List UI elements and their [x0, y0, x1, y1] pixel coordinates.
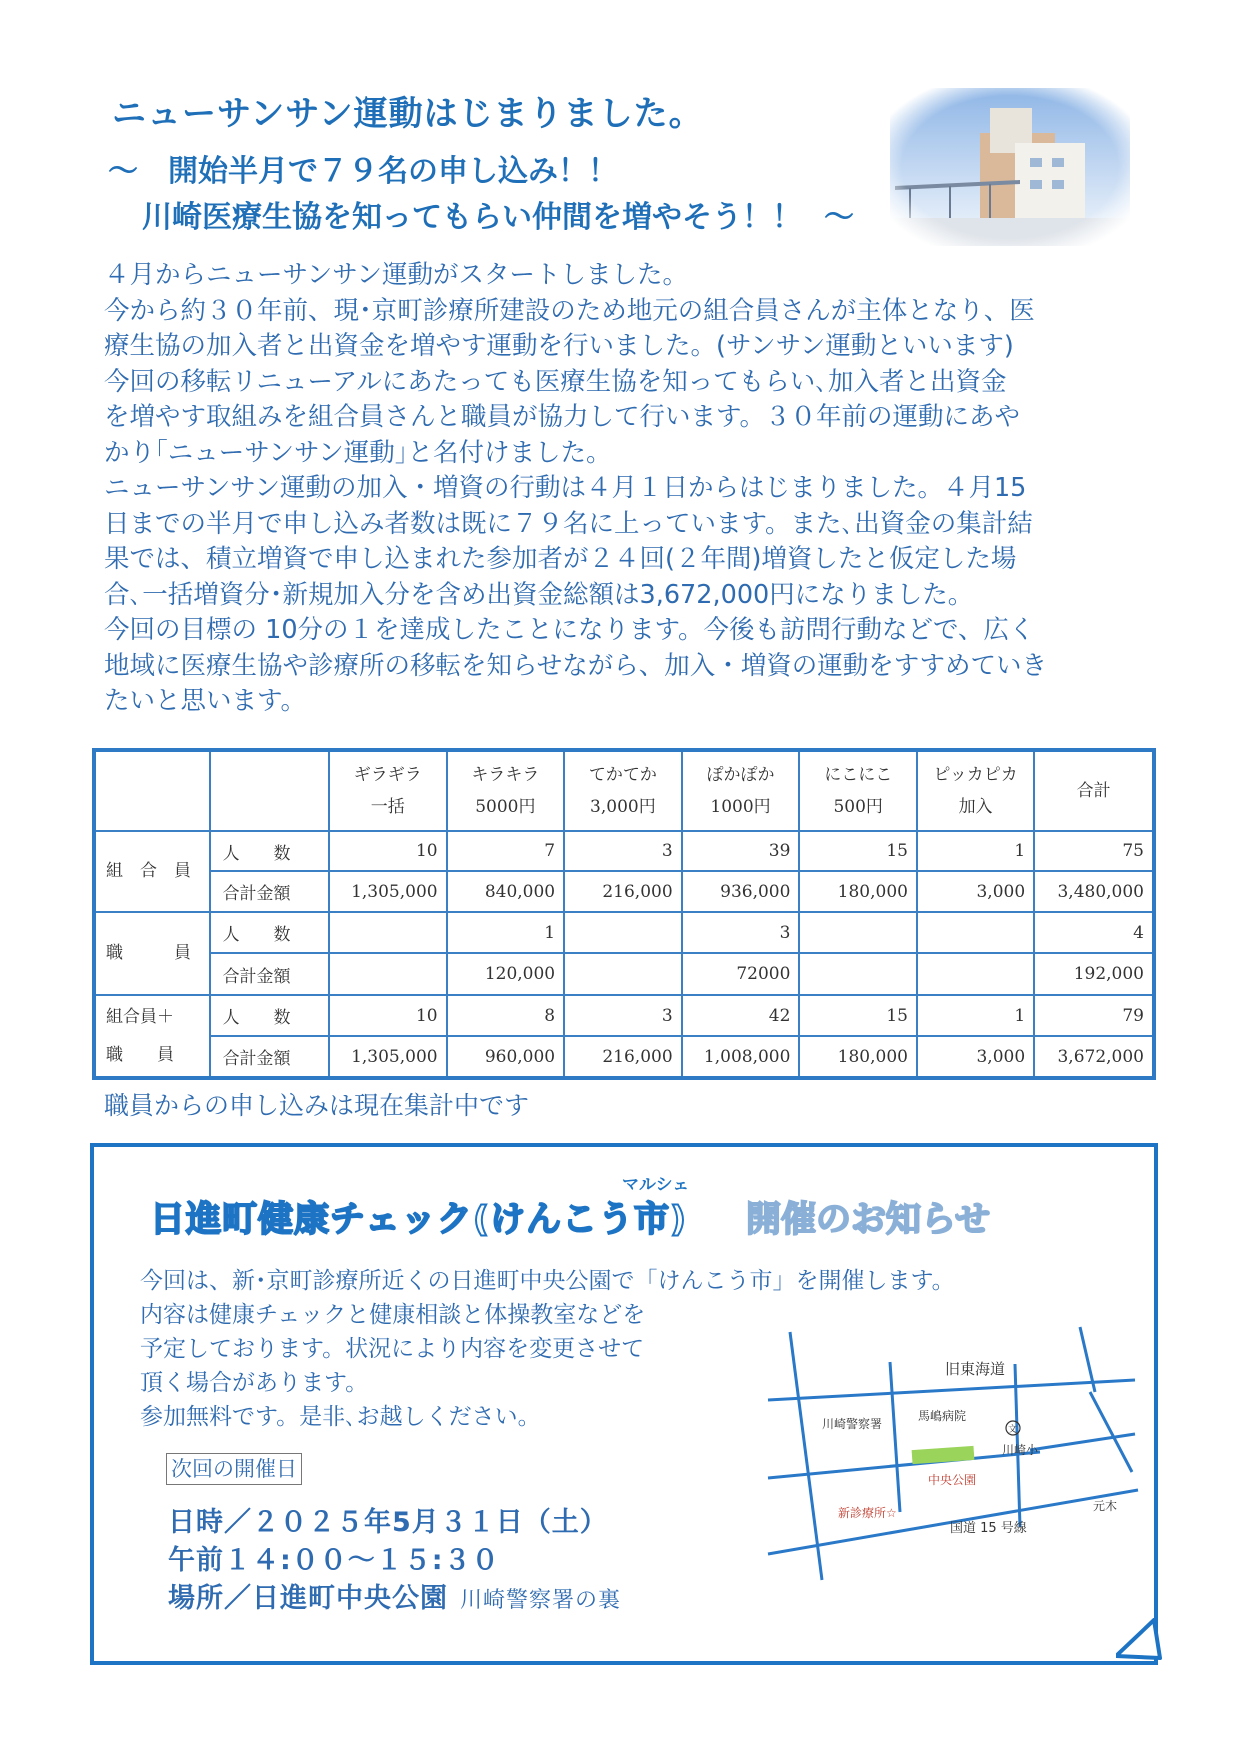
event-text-line: 今回は、新･京町診療所近くの日進町中央公園で「けんこう市」を開催します。 — [140, 1268, 955, 1294]
table-cell — [799, 953, 917, 995]
table-cell — [917, 953, 1034, 995]
table-cell: 4 — [1034, 912, 1154, 954]
event-date: 日時／２０２５年5月３１日（土） — [168, 1507, 608, 1538]
map-label-road: 旧東海道 — [945, 1360, 1006, 1378]
col-header: キラキラ 5000円 — [447, 750, 565, 831]
event-text-line: 頂く場合があります。 — [140, 1370, 369, 1396]
table-row — [94, 1036, 1154, 1078]
paragraph-line: を増やす取組みを組合員さんと職員が協力して行います。３０年前の運動にあや — [104, 402, 1020, 432]
table-cell: 1 — [917, 831, 1034, 871]
event-place: 場所／日進町中央公園 川崎警察署の裏 — [168, 1583, 622, 1614]
table-cell: 3 — [564, 831, 682, 871]
paragraph-line: 療生協の加入者と出資金を増やす運動を行いました。(サンサン運動といいます) — [104, 331, 1014, 361]
article-title: ニューサンサン運動はじまりました。 — [112, 94, 704, 134]
map-label-route: 国道 15 号線 — [950, 1521, 1027, 1536]
table-cell: 3 — [682, 912, 800, 954]
event-text-line: 内容は健康チェックと健康相談と体操教室などを — [140, 1302, 646, 1328]
table-cell: 1 — [917, 995, 1034, 1037]
row-label: 合計金額 — [210, 871, 329, 911]
event-title-ruby: マルシェ — [622, 1175, 690, 1195]
table-cell: 1,305,000 — [329, 1036, 447, 1078]
map-label-park: 中央公園 — [928, 1473, 977, 1487]
table-row — [94, 912, 1154, 954]
table-cell: 79 — [1034, 995, 1154, 1037]
group-label: 組合員＋ 職 員 — [94, 995, 210, 1078]
table-row — [94, 995, 1154, 1037]
next-event-label: 次回の開催日 — [166, 1453, 302, 1485]
access-map — [760, 1322, 1140, 1612]
paragraph-line: たいと思います。 — [104, 686, 306, 716]
table-cell: 39 — [682, 831, 800, 871]
article-subtitle-1: ～ 開始半月で７９名の申し込み！！ — [108, 154, 618, 189]
table-cell — [799, 912, 917, 954]
event-text-line: 参加無料です。是非､お越しください。 — [140, 1404, 541, 1430]
table-cell: 3,000 — [917, 1036, 1034, 1078]
table-cell: 180,000 — [799, 1036, 917, 1078]
event-place-note: 川崎警察署の裏 — [460, 1588, 622, 1613]
table-note: 職員からの申し込みは現在集計中です — [104, 1091, 530, 1120]
table-header-row — [94, 750, 1154, 831]
table-cell: 192,000 — [1034, 953, 1154, 995]
col-header: ぽかぽか 1000円 — [682, 750, 800, 831]
table-cell: 960,000 — [447, 1036, 565, 1078]
col-header: ギラギラ 一括 — [329, 750, 447, 831]
table-row — [94, 953, 1154, 995]
map-label-motoki: 元木 — [1093, 1499, 1118, 1513]
table-cell: 180,000 — [799, 871, 917, 911]
paragraph-line: かり｢ニューサンサン運動｣と名付けました。 — [104, 437, 612, 468]
article-body — [104, 258, 1164, 720]
table-cell: 216,000 — [564, 1036, 682, 1078]
map-label-police: 川崎警察署 — [822, 1417, 883, 1431]
col-header: にこにこ 500円 — [799, 750, 917, 831]
row-label: 人 数 — [210, 831, 329, 871]
row-label: 合計金額 — [210, 953, 329, 995]
table-cell — [329, 912, 447, 954]
table-cell — [564, 912, 682, 954]
map-label-school: 川崎小 — [1002, 1443, 1039, 1457]
col-header: てかてか 3,000円 — [564, 750, 682, 831]
event-title: 日進町健康チェック(けんこう市) — [150, 1200, 687, 1240]
table-cell: 1 — [447, 912, 565, 954]
paragraph-line: 地域に医療生協や診療所の移転を知らせながら、加入・増資の運動をすすめていき — [104, 650, 1047, 681]
table-cell: 120,000 — [447, 953, 565, 995]
table-cell: 1,305,000 — [329, 871, 447, 911]
paragraph-line: 合､一括増資分･新規加入分を含め出資金総額は3,672,000円になりました。 — [104, 579, 974, 610]
article-subtitle-2: 川崎医療生協を知ってもらい仲間を増やそう！！ ～ — [142, 200, 854, 235]
park-shape — [912, 1446, 975, 1464]
subscription-table — [92, 748, 1156, 1080]
table-cell: 216,000 — [564, 871, 682, 911]
table-cell: 15 — [799, 995, 917, 1037]
table-row — [94, 871, 1154, 911]
row-label: 人 数 — [210, 912, 329, 954]
table-cell: 8 — [447, 995, 565, 1037]
table-cell: 3,672,000 — [1034, 1036, 1154, 1078]
row-label: 人 数 — [210, 995, 329, 1037]
table-cell: 15 — [799, 831, 917, 871]
page-curl-decoration — [1116, 1614, 1164, 1662]
paragraph-line: 果では、積立増資で申し込まれた参加者が２４回(２年間)増資したと仮定した場 — [104, 544, 1017, 574]
table-cell: 10 — [329, 831, 447, 871]
table-cell — [917, 912, 1034, 954]
map-label-clinic: 新診療所☆ — [838, 1506, 897, 1520]
paragraph-line: 日までの半月で申し込み者数は既に７９名に上っています。また､出資金の集計結 — [104, 508, 1033, 539]
table-cell: 42 — [682, 995, 800, 1037]
col-header: 合計 — [1034, 750, 1154, 831]
paragraph-line: ４月からニューサンサン運動がスタートしました。 — [104, 260, 688, 290]
table-cell: 3 — [564, 995, 682, 1037]
table-cell: 3,000 — [917, 871, 1034, 911]
table-cell — [329, 953, 447, 995]
group-label: 組 合 員 — [94, 831, 210, 912]
map-label-school-symbol: 文 — [1008, 1425, 1018, 1435]
paragraph-line: ニューサンサン運動の加入・増資の行動は４月１日からはじまりました。４月15 — [104, 473, 1027, 503]
table-cell: 10 — [329, 995, 447, 1037]
table-cell: 75 — [1034, 831, 1154, 871]
table-cell — [564, 953, 682, 995]
event-title-tail: 開催のお知らせ — [746, 1200, 990, 1240]
table-cell: 3,480,000 — [1034, 871, 1154, 911]
group-label: 職 員 — [94, 912, 210, 995]
table-cell: 840,000 — [447, 871, 565, 911]
table-cell: 72000 — [682, 953, 800, 995]
paragraph-line: 今から約３０年前、現･京町診療所建設のため地元の組合員さんが主体となり、医 — [104, 295, 1035, 326]
paragraph-line: 今回の目標の 10分の１を達成したことになります。今後も訪問行動などで、広く — [104, 615, 1035, 645]
table-cell: 1,008,000 — [682, 1036, 800, 1078]
map-label-hospital: 馬嶋病院 — [918, 1409, 967, 1423]
row-label: 合計金額 — [210, 1036, 329, 1078]
table-cell: 7 — [447, 831, 565, 871]
paragraph-line: 今回の移転リニューアルにあたっても医療生協を知ってもらい､加入者と出資金 — [104, 366, 1007, 397]
event-text-line: 予定しております。状況により内容を変更させて — [140, 1336, 645, 1362]
col-header: ピッカピカ 加入 — [917, 750, 1034, 831]
table-row — [94, 831, 1154, 871]
clinic-building-image — [890, 88, 1130, 246]
event-time: 午前１４:００～１５:３０ — [168, 1545, 500, 1576]
table-cell: 936,000 — [682, 871, 800, 911]
